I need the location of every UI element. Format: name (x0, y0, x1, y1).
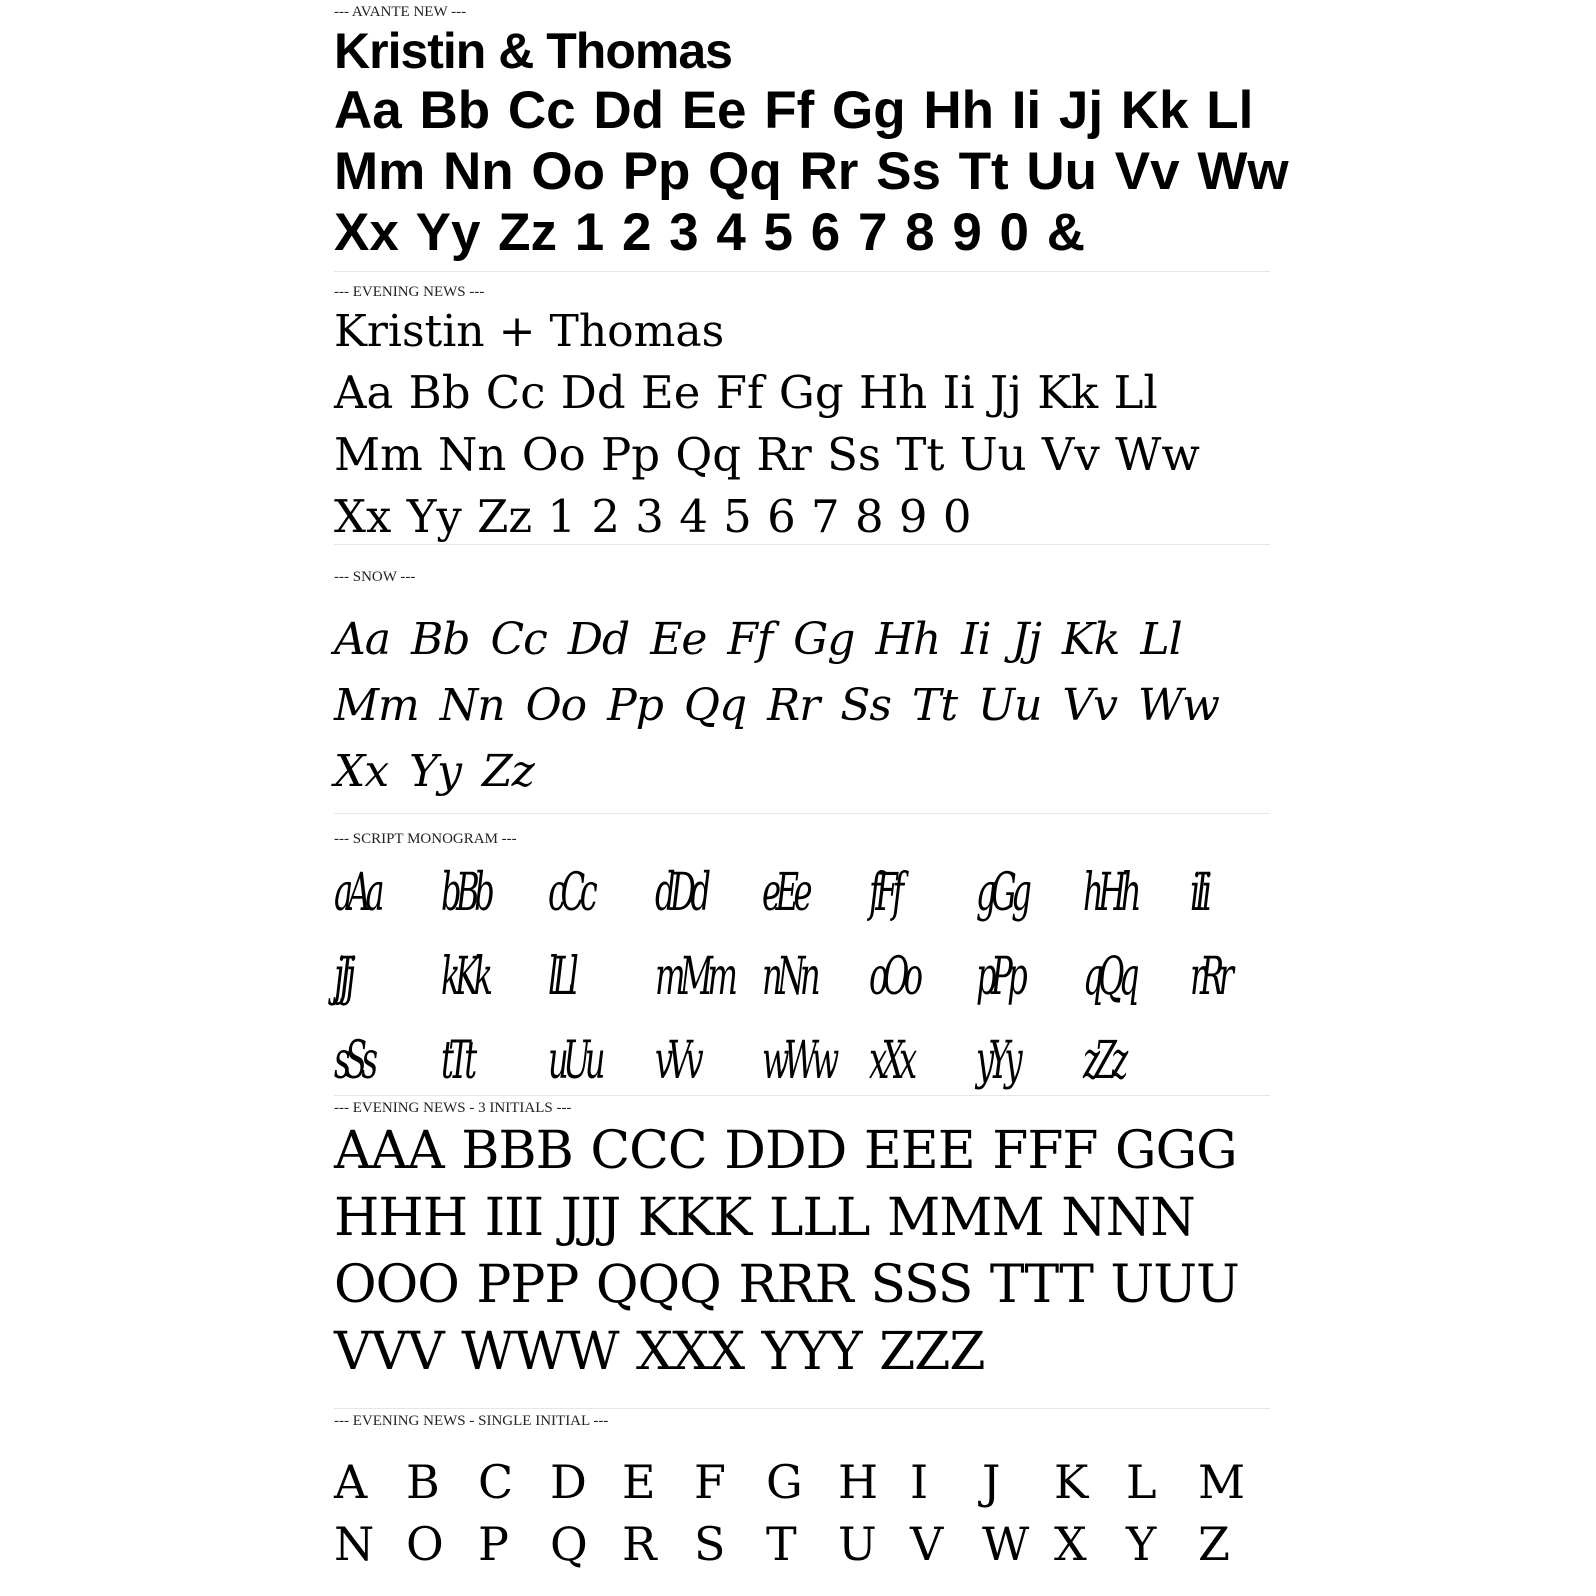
initial-c: C (478, 1455, 514, 1509)
monogram-v: vVv (655, 1031, 698, 1091)
initial-w: W (982, 1517, 1030, 1571)
sample-names: Kristin & Thomas (334, 23, 732, 79)
alphabet-row: Aa Bb Cc Dd Ee Ff Gg Hh Ii Jj Kk Ll (334, 366, 1158, 419)
initial-p: P (478, 1517, 509, 1571)
alphabet-row: Xx Yy Zz (334, 746, 534, 797)
initial-v: V (910, 1517, 944, 1571)
monogram-r: rRr (1190, 947, 1229, 1007)
monogram-grid (334, 849, 1297, 1103)
initials-row: VVV WWW XXX YYY ZZZ (334, 1322, 985, 1382)
evening-news-section (334, 282, 1270, 545)
section-label: --- EVENING NEWS - 3 INITIALS --- (334, 1100, 572, 1116)
initial-b: B (406, 1455, 440, 1509)
monogram-n: nNn (762, 947, 816, 1007)
initial-h: H (838, 1455, 879, 1509)
initial-a: A (334, 1455, 368, 1509)
monogram-i: iIi (1190, 863, 1207, 923)
alphabet-row: Mm Nn Oo Pp Qq Rr Ss Tt Uu Vv Ww (334, 428, 1200, 481)
initial-n: N (334, 1517, 375, 1571)
initial-m: M (1198, 1455, 1246, 1509)
monogram-u: uUu (548, 1031, 600, 1091)
initial-s: S (694, 1517, 726, 1571)
initial-i: I (910, 1455, 929, 1509)
single-initial-grid (334, 1431, 1270, 1575)
initial-g: G (766, 1455, 803, 1509)
initial-j: J (982, 1455, 1001, 1509)
monogram-q: qQq (1083, 947, 1134, 1007)
initial-y: Y (1126, 1517, 1157, 1571)
monogram-b: bBb (441, 863, 490, 923)
monogram-j: jJj (334, 947, 351, 1007)
divider (334, 813, 1270, 814)
initial-l: L (1126, 1455, 1157, 1509)
monogram-m: mMm (655, 947, 733, 1007)
section-label: --- SNOW --- (334, 569, 416, 585)
section-label: --- EVENING NEWS --- (334, 284, 485, 300)
monogram-d: dDd (655, 863, 706, 923)
initial-r: R (622, 1517, 657, 1571)
divider (334, 1408, 1270, 1409)
monogram-g: gGg (976, 863, 1027, 923)
initial-t: T (766, 1517, 797, 1571)
initial-k: K (1054, 1455, 1089, 1509)
monogram-e: eEe (762, 863, 807, 923)
alphabet-row: Xx Yy Zz 1 2 3 4 5 6 7 8 9 0 & (334, 203, 1086, 262)
initials-row: OOO PPP QQQ RRR SSS TTT UUU (334, 1255, 1239, 1315)
initials-row: AAA BBB CCC DDD EEE FFF GGG (334, 1121, 1237, 1181)
initial-o: O (406, 1517, 444, 1571)
monogram-f: fFf (869, 863, 899, 923)
avante-new-section (334, 2, 1289, 272)
initial-d: D (550, 1455, 587, 1509)
monogram-h: hHh (1083, 863, 1136, 923)
single-initial-section (334, 1411, 1270, 1575)
initial-f: F (694, 1455, 726, 1509)
section-label: --- EVENING NEWS - SINGLE INITIAL --- (334, 1413, 609, 1429)
monogram-x: xXx (869, 1031, 912, 1091)
monogram-k: kKk (441, 947, 488, 1007)
initial-z: Z (1198, 1517, 1230, 1571)
alphabet-row: Aa Bb Cc Dd Ee Ff Gg Hh Ii Jj Kk Ll (334, 81, 1254, 140)
divider (334, 271, 1270, 272)
monogram-w: wWw (762, 1031, 834, 1091)
monogram-a: aAa (334, 863, 379, 923)
monogram-y: yYy (976, 1031, 1017, 1091)
alphabet-row: Mm Nn Oo Pp Qq Rr Ss Tt Uu Vv Ww (334, 680, 1219, 731)
monogram-c: cCc (548, 863, 593, 923)
script-monogram-section (334, 829, 1297, 1096)
section-label: --- AVANTE NEW --- (334, 4, 467, 20)
sample-names: Kristin + Thomas (334, 306, 725, 357)
initial-u: U (838, 1517, 877, 1571)
monogram-z: zZz (1083, 1031, 1123, 1091)
monogram-o: oOo (869, 947, 918, 1007)
monogram-p: pPp (976, 947, 1023, 1007)
section-label: --- SCRIPT MONOGRAM --- (334, 831, 517, 847)
initial-q: Q (550, 1517, 588, 1571)
snow-section (334, 567, 1270, 814)
initial-x: X (1054, 1517, 1087, 1571)
initials-row: HHH III JJJ KKK LLL MMM NNN (334, 1188, 1195, 1248)
alphabet-row: Aa Bb Cc Dd Ee Ff Gg Hh Ii Jj Kk Ll (334, 614, 1182, 665)
three-initials-section (334, 1098, 1270, 1409)
monogram-l: lLl (548, 947, 574, 1007)
monogram-s: sSs (334, 1031, 373, 1091)
initial-e: E (622, 1455, 656, 1509)
alphabet-row: Mm Nn Oo Pp Qq Rr Ss Tt Uu Vv Ww (334, 142, 1289, 201)
alphabet-row: Xx Yy Zz 1 2 3 4 5 6 7 8 9 0 (334, 490, 972, 543)
monogram-t: tTt (441, 1031, 472, 1091)
